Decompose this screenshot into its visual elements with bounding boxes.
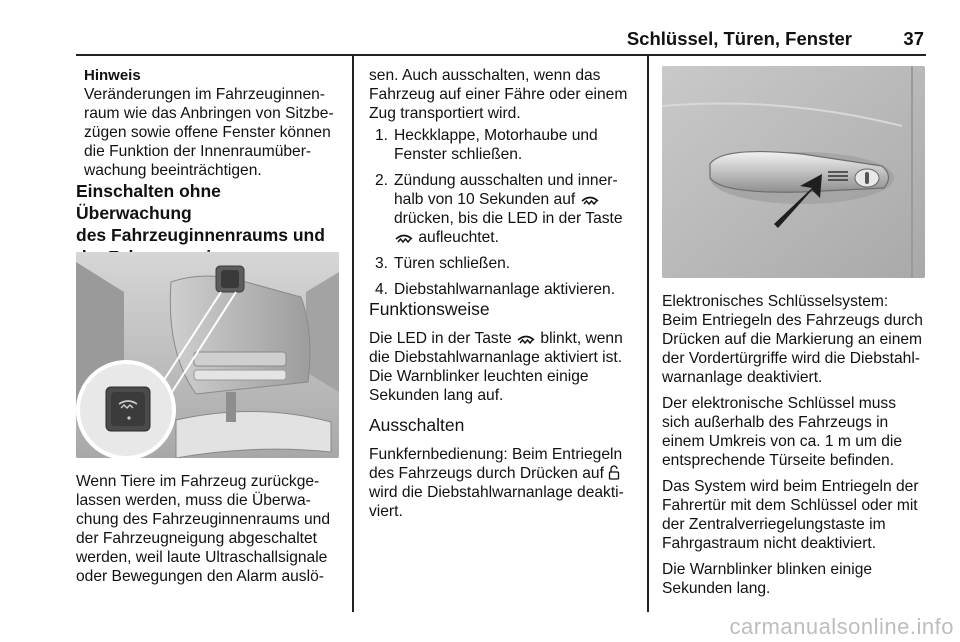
section-heading: Funktionsweise (369, 299, 490, 319)
list-item (369, 126, 635, 164)
body-text-part: Die LED in der Taste (369, 330, 512, 347)
body-line: einem Umkreis von ca. 1 m um die (662, 433, 903, 450)
body-line: Fahrzeug auf einer Fähre oder einem (369, 86, 628, 103)
body-line: Beim Entriegeln des Fahrzeugs durch (662, 312, 923, 329)
step-text (394, 190, 635, 209)
car-tilt-icon (516, 333, 536, 345)
steps-list (369, 126, 635, 299)
einschalten-continued (369, 66, 635, 123)
body-line: der Vordertürgriffe wird die Diebstahl- (662, 350, 920, 367)
step-number: 2. (375, 172, 389, 189)
body-line: die Diebstahlwarnanlage aktiviert ist. (369, 349, 623, 366)
door-handle-figure (662, 66, 925, 278)
step-text (394, 228, 635, 247)
funktionsweise-section (369, 298, 635, 405)
heading-line: des Fahrzeuginnenraums und (76, 225, 325, 245)
body-line: viert. (369, 503, 403, 520)
body-line: chung des Fahrzeuginnenraums und (76, 511, 330, 528)
heading-line: Einschalten ohne Überwachung (76, 181, 221, 223)
body-line: lassen werden, muss die Überwa- (76, 492, 311, 509)
step-text-part: aufleuchtet. (418, 229, 499, 246)
body-line: Zug transportiert wird. (369, 105, 521, 122)
note-line: raum wie das Anbringen von Sitzbe- (84, 105, 334, 122)
step-text: Heckklappe, Motorhaube und (394, 127, 598, 144)
list-item (369, 171, 635, 247)
body-line: sen. Auch ausschalten, wenn das (369, 67, 601, 84)
body-text-part: des Fahrzeugs durch Drücken auf (369, 465, 604, 482)
car-tilt-icon (580, 194, 600, 206)
section-title: Schlüssel, Türen, Fenster (626, 28, 852, 49)
note-block (76, 66, 340, 180)
ausschalten-section (369, 414, 635, 521)
step-text: Diebstahlwarnanlage aktivieren. (394, 281, 616, 298)
body-line: Elektronisches Schlüsselsystem: (662, 293, 889, 310)
body-line: Funkfernbedienung: Beim Entriegeln (369, 446, 623, 463)
body-line: Der elektronische Schlüssel muss (662, 395, 896, 412)
section-heading: Ausschalten (369, 415, 465, 435)
body-line: Fahrertür mit dem Schlüssel oder mit (662, 497, 918, 514)
body-line: werden, weil laute Ultraschallsignale (76, 549, 328, 566)
page-number: 37 (903, 28, 924, 49)
body-line: wird die Diebstahlwarnanlage deakti- (369, 484, 624, 501)
note-line: die Funktion der Innenraumüber- (84, 143, 312, 160)
door-handle-illustration (662, 66, 925, 278)
list-item (369, 280, 635, 299)
step-text: Türen schließen. (394, 255, 511, 272)
note-line: wachung beeinträchtigen. (84, 162, 262, 179)
step-text: Zündung ausschalten und inner- (394, 172, 618, 189)
body-text-part: blinkt, wenn (540, 330, 623, 347)
step-number: 4. (375, 281, 389, 298)
body-line: Sekunden lang. (662, 580, 771, 597)
step-text-part: halb von 10 Sekunden auf (394, 191, 576, 208)
step-number: 1. (375, 127, 389, 144)
overhead-console-illustration (76, 252, 339, 458)
column-divider-1 (352, 56, 354, 612)
body-line: Drücken auf die Markierung an einem (662, 331, 923, 348)
body-line: warnanlage deaktiviert. (662, 369, 823, 386)
body-line: Fahrgastraum nicht deaktiviert. (662, 535, 877, 552)
column-divider-2 (647, 56, 649, 612)
note-heading: Hinweis (84, 67, 141, 84)
body-line: Wenn Tiere im Fahrzeug zurückge- (76, 473, 320, 490)
body-line: Sekunden lang auf. (369, 387, 504, 404)
note-line: Veränderungen im Fahrzeuginnen- (84, 86, 325, 103)
car-tilt-icon (394, 232, 414, 244)
col3-text (662, 292, 928, 598)
page-header (76, 28, 926, 52)
body-line: Die Warnblinker leuchten einige (369, 368, 589, 385)
step-number: 3. (375, 255, 389, 272)
body-line: der Zentralverriegelungstaste im (662, 516, 886, 533)
body-line: sich außerhalb des Fahrzeugs in (662, 414, 889, 431)
header-rule (76, 54, 926, 56)
step-text: drücken, bis die LED in der Taste (394, 210, 623, 227)
note-line: zügen sowie offene Fenster können (84, 124, 331, 141)
body-line: entsprechende Türseite befinden. (662, 452, 895, 469)
body-line: Die Warnblinker blinken einige (662, 561, 873, 578)
overhead-console-figure (76, 252, 339, 458)
list-item (369, 254, 635, 273)
body-line: oder Bewegungen den Alarm auslö- (76, 568, 324, 585)
einschalten-body (76, 472, 340, 586)
body-line (369, 464, 635, 483)
body-line: Das System wird beim Entriegeln der (662, 478, 919, 495)
watermark: carmanualsonline.info (729, 614, 954, 639)
unlock-icon (608, 465, 620, 480)
body-line (369, 329, 635, 348)
body-line: der Fahrzeugneigung abgeschaltet (76, 530, 318, 547)
step-text: Fenster schließen. (394, 146, 523, 163)
